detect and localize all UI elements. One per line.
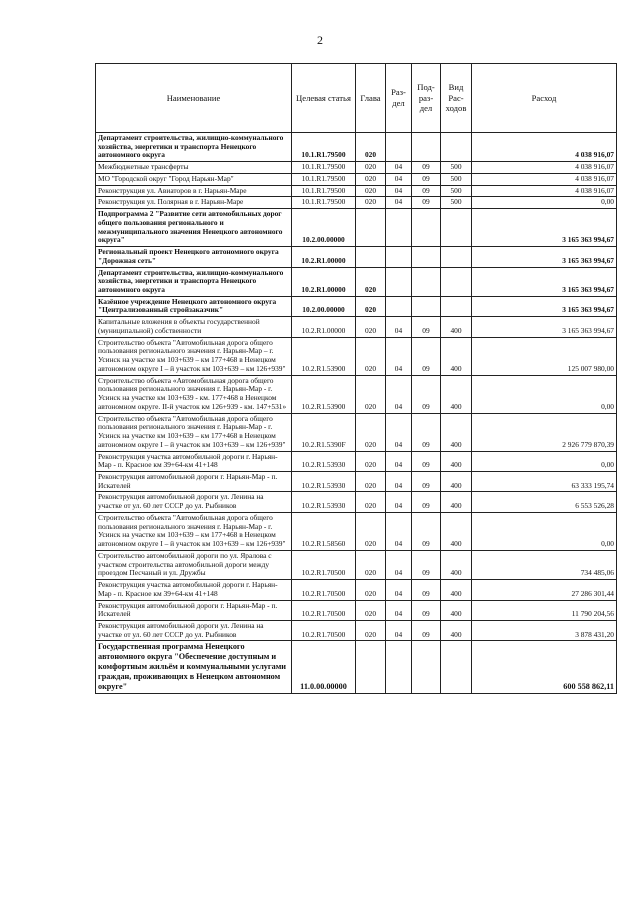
table-row <box>96 133 617 162</box>
table-row <box>96 492 617 512</box>
row-subsection <box>412 267 441 296</box>
row-expense-type: 400 <box>441 600 472 620</box>
table-row <box>96 173 617 185</box>
row-section <box>386 296 412 316</box>
row-expense-type: 400 <box>441 471 472 491</box>
table-row <box>96 209 617 247</box>
header-code: Целевая статья <box>292 64 356 133</box>
row-code: 10.2.00.00000 <box>292 209 356 247</box>
table-row <box>96 620 617 640</box>
row-chapter: 020 <box>356 471 386 491</box>
row-subsection <box>412 641 441 694</box>
row-section <box>386 133 412 162</box>
row-name: Реконструкция участка автомобильной дороги г. Нарьян-Мар - п. Красное км 39+64-км 41+148 <box>96 451 292 471</box>
row-chapter: 020 <box>356 600 386 620</box>
row-chapter: 020 <box>356 413 386 451</box>
row-subsection: 09 <box>412 173 441 185</box>
row-name: Региональный проект Ненецкого автономного округа "Дорожная сеть" <box>96 247 292 267</box>
row-subsection <box>412 296 441 316</box>
row-subsection <box>412 133 441 162</box>
row-expense-type: 400 <box>441 413 472 451</box>
row-amount: 0,00 <box>472 451 617 471</box>
row-name: Реконструкция ул. Полярная в г. Нарьян-Маре <box>96 197 292 209</box>
row-amount: 0,00 <box>472 512 617 550</box>
row-name: Государственная программа Ненецкого автономного округа "Обеспечение доступным и комфортным жильём и коммунальными услугами граждан, проживающих в Ненецком автономном округе" <box>96 641 292 694</box>
row-expense-type <box>441 641 472 694</box>
row-chapter: 020 <box>356 492 386 512</box>
row-section: 04 <box>386 550 412 579</box>
row-expense-type: 400 <box>441 492 472 512</box>
row-subsection: 09 <box>412 580 441 600</box>
table-row <box>96 375 617 413</box>
row-amount: 4 038 916,07 <box>472 173 617 185</box>
table-row <box>96 641 617 694</box>
table-row <box>96 413 617 451</box>
row-name: Межбюджетные трансферты <box>96 162 292 174</box>
row-name: Капитальные вложения в объекты государственной (муниципальной) собственности <box>96 317 292 337</box>
table-body <box>96 133 617 694</box>
row-chapter: 020 <box>356 375 386 413</box>
row-amount: 3 165 363 994,67 <box>472 296 617 316</box>
row-expense-type: 400 <box>441 550 472 579</box>
row-amount: 600 558 862,11 <box>472 641 617 694</box>
row-chapter: 020 <box>356 197 386 209</box>
table-row <box>96 451 617 471</box>
row-amount: 3 878 431,20 <box>472 620 617 640</box>
row-section: 04 <box>386 620 412 640</box>
row-name: Подпрограмма 2 "Развитие сети автомобильных дорог общего пользования регионального и межмуниципального значения Ненецкого автономного округа" <box>96 209 292 247</box>
row-code: 10.2.R1.53900 <box>292 375 356 413</box>
row-chapter: 020 <box>356 173 386 185</box>
row-code: 10.2.R1.70500 <box>292 550 356 579</box>
row-code: 10.1.R1.79500 <box>292 185 356 197</box>
row-chapter: 020 <box>356 296 386 316</box>
table-row <box>96 185 617 197</box>
row-expense-type <box>441 209 472 247</box>
row-section: 04 <box>386 375 412 413</box>
row-chapter <box>356 209 386 247</box>
row-amount: 0,00 <box>472 197 617 209</box>
row-expense-type <box>441 247 472 267</box>
row-chapter: 020 <box>356 162 386 174</box>
row-chapter: 020 <box>356 512 386 550</box>
row-expense-type: 400 <box>441 451 472 471</box>
page-number: 2 <box>317 33 323 47</box>
row-amount: 4 038 916,07 <box>472 162 617 174</box>
row-section <box>386 247 412 267</box>
row-expense-type: 400 <box>441 580 472 600</box>
row-chapter: 020 <box>356 580 386 600</box>
row-name: Строительство объекта "Автомобильная дорога общего пользования регионального значения г. Нарьян-Мар - г. Усинск на участке км 103+639 – км 177+468 в Ненецком автономном округе I – й участок км 103+639 – км 126+939" <box>96 413 292 451</box>
row-subsection: 09 <box>412 600 441 620</box>
row-code: 10.2.R1.53930 <box>292 471 356 491</box>
row-chapter: 020 <box>356 550 386 579</box>
row-section: 04 <box>386 317 412 337</box>
row-amount: 3 165 363 994,67 <box>472 317 617 337</box>
row-expense-type: 400 <box>441 512 472 550</box>
table-row <box>96 197 617 209</box>
header-expense-type: Вид Рас- ходов <box>441 64 472 133</box>
header-subsection: Под- раз- дел <box>412 64 441 133</box>
header-amount: Расход <box>472 64 617 133</box>
row-section: 04 <box>386 337 412 375</box>
row-amount: 4 038 916,07 <box>472 185 617 197</box>
row-subsection: 09 <box>412 492 441 512</box>
row-code: 10.1.R1.79500 <box>292 162 356 174</box>
row-code: 10.2.R1.00000 <box>292 317 356 337</box>
row-section: 04 <box>386 471 412 491</box>
row-chapter: 020 <box>356 317 386 337</box>
row-subsection: 09 <box>412 620 441 640</box>
row-expense-type: 500 <box>441 197 472 209</box>
row-code: 10.2.R1.53900 <box>292 337 356 375</box>
row-section: 04 <box>386 185 412 197</box>
row-chapter: 020 <box>356 451 386 471</box>
row-subsection: 09 <box>412 512 441 550</box>
row-section: 04 <box>386 600 412 620</box>
row-code: 10.2.R1.53930 <box>292 451 356 471</box>
row-code: 10.1.R1.79500 <box>292 133 356 162</box>
table-row <box>96 296 617 316</box>
row-code: 10.2.R1.58560 <box>292 512 356 550</box>
row-expense-type: 500 <box>441 162 472 174</box>
row-name: Реконструкция автомобильной дороги г. Нарьян-Мар - п. Искателей <box>96 600 292 620</box>
table-row <box>96 580 617 600</box>
header-name: Наименование <box>96 64 292 133</box>
row-name: Строительство объекта «Автомобильная дорога общего пользования регионального значения г. Нарьян-Мар - г. Усинск на участке км 103+639 - км. 177+468 в Ненецком автономном округе. II-й участок км 126+939 - км. 147+531» <box>96 375 292 413</box>
row-code: 10.1.R1.79500 <box>292 173 356 185</box>
row-section <box>386 209 412 247</box>
row-amount: 3 165 363 994,67 <box>472 209 617 247</box>
table-row <box>96 550 617 579</box>
row-amount: 3 165 363 994,67 <box>472 247 617 267</box>
row-code: 11.0.00.00000 <box>292 641 356 694</box>
row-subsection: 09 <box>412 197 441 209</box>
row-section <box>386 641 412 694</box>
row-section: 04 <box>386 492 412 512</box>
header-chapter: Глава <box>356 64 386 133</box>
header-section: Раз- дел <box>386 64 412 133</box>
row-name: МО "Городской округ "Город Нарьян-Мар" <box>96 173 292 185</box>
row-section: 04 <box>386 162 412 174</box>
row-name: Реконструкция автомобильной дороги ул. Ленина на участке от ул. 60 лет СССР до ул. Рыбников <box>96 492 292 512</box>
row-code: 10.2.R1.70500 <box>292 620 356 640</box>
row-chapter: 020 <box>356 267 386 296</box>
row-name: Строительство автомобильной дороги по ул. Яралова с участком строительства автомобильной дороги между проездом Песчаный и ул. Дружбы <box>96 550 292 579</box>
table-row <box>96 471 617 491</box>
row-subsection: 09 <box>412 451 441 471</box>
row-name: Казённое учреждение Ненецкого автономного округа "Централизованный стройзаказчик" <box>96 296 292 316</box>
row-code: 10.2.R1.00000 <box>292 247 356 267</box>
table-header-row <box>96 64 617 133</box>
row-subsection: 09 <box>412 471 441 491</box>
table-row <box>96 247 617 267</box>
budget-table <box>95 63 617 694</box>
table-row <box>96 337 617 375</box>
row-amount: 27 286 301,44 <box>472 580 617 600</box>
row-section: 04 <box>386 173 412 185</box>
row-amount: 2 926 779 870,39 <box>472 413 617 451</box>
row-chapter <box>356 641 386 694</box>
row-code: 10.2.R1.00000 <box>292 267 356 296</box>
row-amount: 734 485,06 <box>472 550 617 579</box>
row-expense-type: 500 <box>441 185 472 197</box>
row-subsection: 09 <box>412 162 441 174</box>
row-expense-type: 500 <box>441 173 472 185</box>
row-expense-type: 400 <box>441 375 472 413</box>
row-section <box>386 267 412 296</box>
row-amount: 63 333 195,74 <box>472 471 617 491</box>
row-expense-type <box>441 133 472 162</box>
table-row <box>96 600 617 620</box>
row-code: 10.2.R1.70500 <box>292 600 356 620</box>
row-amount: 6 553 526,28 <box>472 492 617 512</box>
row-name: Строительство объекта "Автомобильная дорога общего пользования регионального значения г. Нарьян-Мар – г. Усинск на участке км 103+639 – км 177+468 в Ненецком автономном округе I – й участок км 103+639 – км 126+939" <box>96 337 292 375</box>
row-amount: 0,00 <box>472 375 617 413</box>
row-code: 10.2.R1.70500 <box>292 580 356 600</box>
row-subsection: 09 <box>412 375 441 413</box>
row-name: Реконструкция ул. Авиаторов в г. Нарьян-Маре <box>96 185 292 197</box>
row-name: Строительство объекта "Автомобильная дорога общего пользования регионального значения г. Нарьян-Мар - г. Усинск на участке км 103+639 – км 177+468 в Ненецком автономном округе I – й участок км 103+639 – км 126+939" <box>96 512 292 550</box>
table-row <box>96 512 617 550</box>
row-code: 10.2.00.00000 <box>292 296 356 316</box>
row-code: 10.1.R1.79500 <box>292 197 356 209</box>
row-expense-type: 400 <box>441 337 472 375</box>
row-subsection <box>412 247 441 267</box>
row-expense-type <box>441 296 472 316</box>
row-code: 10.2.R1.53930 <box>292 492 356 512</box>
row-section: 04 <box>386 413 412 451</box>
row-name: Департамент строительства, жилищно-коммунального хозяйства, энергетики и транспорта Ненецкого автономного округа <box>96 267 292 296</box>
row-subsection <box>412 209 441 247</box>
row-section: 04 <box>386 580 412 600</box>
row-subsection: 09 <box>412 550 441 579</box>
row-section: 04 <box>386 512 412 550</box>
row-chapter: 020 <box>356 620 386 640</box>
row-amount: 125 007 980,00 <box>472 337 617 375</box>
row-name: Реконструкция участка автомобильной дороги г. Нарьян-Мар - п. Красное км 39+64-км 41+148 <box>96 580 292 600</box>
row-chapter: 020 <box>356 185 386 197</box>
row-name: Реконструкция автомобильной дороги г. Нарьян-Мар - п. Искателей <box>96 471 292 491</box>
row-chapter: 020 <box>356 337 386 375</box>
row-section: 04 <box>386 197 412 209</box>
row-amount: 4 038 916,07 <box>472 133 617 162</box>
row-section: 04 <box>386 451 412 471</box>
row-expense-type <box>441 267 472 296</box>
row-expense-type: 400 <box>441 620 472 640</box>
row-subsection: 09 <box>412 317 441 337</box>
row-expense-type: 400 <box>441 317 472 337</box>
row-name: Департамент строительства, жилищно-коммунального хозяйства, энергетики и транспорта Ненецкого автономного округа <box>96 133 292 162</box>
row-subsection: 09 <box>412 413 441 451</box>
row-code: 10.2.R1.5390F <box>292 413 356 451</box>
table-row <box>96 267 617 296</box>
row-chapter <box>356 247 386 267</box>
row-amount: 3 165 363 994,67 <box>472 267 617 296</box>
table-row <box>96 162 617 174</box>
row-chapter: 020 <box>356 133 386 162</box>
row-subsection: 09 <box>412 337 441 375</box>
table-row <box>96 317 617 337</box>
row-amount: 11 790 204,56 <box>472 600 617 620</box>
row-name: Реконструкция автомобильной дороги ул. Ленина на участке от ул. 60 лет СССР до ул. Рыбников <box>96 620 292 640</box>
row-subsection: 09 <box>412 185 441 197</box>
